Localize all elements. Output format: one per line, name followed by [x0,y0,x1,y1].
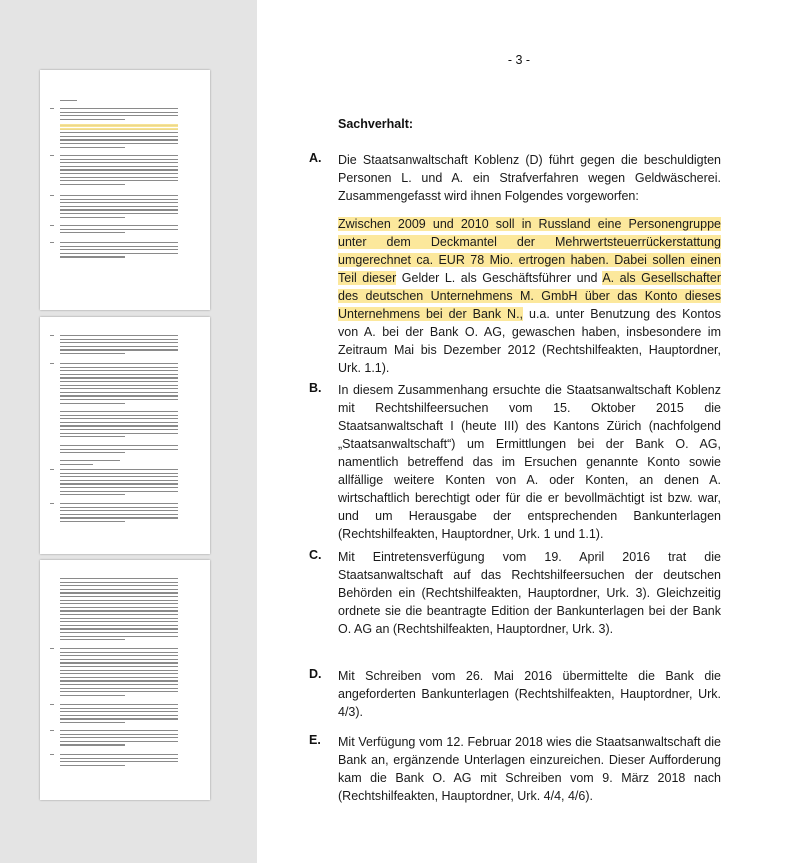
section-text: Mit Eintretensverfügung vom 19. April 2016 trat die Staatsanwaltschaft auf das Rechtshilfeersuchen der deutschen Behörden ein (Rechtshilfeakten, Hauptordner, Urk. 3). Gleichzeitig ordnete sie die beantragte Edition der Bankunterlagen bei der Bank O. AG an (Rechtshilfeakten, Hauptordner, Urk. 3). [338,550,721,636]
thumbnail-text-line [60,655,178,656]
section-text: Die Staatsanwaltschaft Koblenz (D) führt gegen die beschuldigten Personen L. und A. ein Strafverfahren wegen Geldwäscherei. Zusammengefasst wird ihnen Folgendes vorgeworfen: [338,153,721,203]
thumbnail-text-line [60,242,178,243]
thumbnail-text-line [60,452,125,453]
thumbnail-text-line [60,415,178,416]
page-thumbnail-sidebar [0,0,257,863]
thumbnail-text-line [60,670,178,671]
thumbnail-text-line [60,395,178,396]
thumbnail-text-line [60,666,178,667]
thumbnail-text-line [60,684,178,685]
thumbnail-text-line [60,180,178,181]
thumbnail-text-line [60,353,125,354]
thumbnail-text-line [60,688,178,689]
thumbnail-text-line [60,632,178,633]
thumbnail-text-line [60,206,178,207]
document-page [257,0,800,863]
thumbnail-text-line [60,765,125,766]
thumbnail-text-line [60,483,178,484]
thumbnail-text-line [60,607,178,608]
thumbnail-text-line [60,377,178,378]
thumbnail-text-line [60,445,178,446]
page-thumbnail-4[interactable] [40,317,210,554]
thumbnail-text-line [60,136,178,137]
thumbnail-text-line [60,449,178,450]
page-number: - 3 - [507,53,531,67]
thumbnail-text-line [60,249,178,250]
thumbnail-marker [50,704,54,705]
thumbnail-marker [50,225,54,226]
thumbnail-text-line [60,614,178,615]
thumbnail-text-line [60,229,178,230]
thumbnail-highlight [60,124,178,127]
thumbnail-text-line [60,385,178,386]
thumbnail-marker [50,503,54,504]
thumbnail-text-line [60,388,178,389]
thumbnail-text-line [60,480,178,481]
thumbnail-marker [50,335,54,336]
thumbnail-text-line [60,100,77,101]
thumbnail-marker [50,754,54,755]
thumbnail-text-line [60,411,178,412]
section-text: Mit Verfügung vom 12. Februar 2018 wies die Staatsanwaltschaft die Bank an, ergänzende Unterlagen einzureichen. Dieser Aufforderung kam die Bank O. AG mit Schreiben vom 9. März 2018 nach (Rechtshilfeakten, Hauptordner, Urk. 4/4, 4/6). [338,735,721,803]
thumbnail-marker [50,242,54,243]
thumbnail-text-line [60,715,178,716]
thumbnail-text-line [60,143,178,144]
thumbnail-text-line [60,346,178,347]
section-text: In diesem Zusammenhang ersuchte die Staatsanwaltschaft Koblenz mit Rechtshilfeersuchen vom 15. Oktober 2015 die Staatsanwaltschaft I (heute III) des Kantons Zürich (nachfolgend „Staatsanwaltschaft“) um Ermittlungen bei der Bank O. AG, namentlich betreffend das im Ersuchen genannte Konto sowie allfällige weitere Konten von A. oder Konten, an denen A. wirtschaftlich berechtigt oder für die er bevollmächtigt ist bzw. war, und um Herausgabe der entsprechenden Bankunterlagen (Rechtshilfeakten, Hauptordner, Urk. 1 und 1.1). [338,383,721,541]
thumbnail-text-line [60,510,178,511]
thumbnail-text-line [60,491,178,492]
plain-passage: u.a. unter Benutzung des Kontos von A. bei der Bank O. AG, gewaschen haben, insbesondere im Zeitraum Mai bis Dezember 2012 (Rechtshilfeakten, Hauptordner, Urk. 1.1). [338,307,721,375]
thumbnail-text-line [60,517,178,518]
thumbnail-text-line [60,744,125,745]
thumbnail-text-line [60,403,125,404]
thumbnail-text-line [60,184,125,185]
thumbnail-text-line [60,119,125,120]
thumbnail-text-line [60,648,178,649]
thumbnail-text-line [60,673,178,674]
thumbnail-text-line [60,108,178,109]
section-text-highlighted [338,215,721,377]
thumbnail-text-line [60,335,178,336]
thumbnail-text-line [60,695,125,696]
thumbnail-text-line [60,592,178,593]
thumbnail-text-line [60,737,178,738]
section-marker: D. [309,667,322,681]
thumbnail-text-line [60,503,178,504]
thumbnail-text-line [60,639,125,640]
thumbnail-text-line [60,521,125,522]
thumbnail-marker [50,469,54,470]
thumbnail-text-line [60,596,178,597]
thumbnail-text-line [60,177,178,178]
section-heading: Sachverhalt: [338,117,414,131]
thumbnail-text-line [60,708,178,709]
thumbnail-text-line [60,425,178,426]
thumbnail-text-line [60,139,178,140]
thumbnail-text-line [60,339,178,340]
thumbnail-text-line [60,342,178,343]
thumbnail-text-line [60,367,178,368]
thumbnail-text-line [60,392,178,393]
thumbnail-text-line [60,436,125,437]
thumbnail-text-line [60,603,178,604]
thumbnail-text-line [60,202,178,203]
thumbnail-text-line [60,381,178,382]
thumbnail-text-line [60,754,178,755]
section-marker: C. [309,548,322,562]
thumbnail-text-line [60,225,178,226]
thumbnail-text-line [60,585,178,586]
thumbnail-text-line [60,758,178,759]
section-text: Mit Schreiben vom 26. Mai 2016 übermittelte die Bank die angeforderten Bankunterlagen (Rechtshilfeakten, Hauptordner, Urk. 4/3). [338,669,721,719]
thumbnail-marker [50,730,54,731]
thumbnail-marker [50,648,54,649]
thumbnail-text-line [60,628,178,629]
thumbnail-text-line [60,600,178,601]
thumbnail-text-line [60,433,178,434]
thumbnail-highlight [60,128,178,131]
thumbnail-text-line [60,173,178,174]
thumbnail-text-line [60,155,178,156]
thumbnail-text-line [60,374,178,375]
section-marker: B. [309,381,322,395]
thumbnail-text-line [60,115,178,116]
thumbnail-text-line [60,691,178,692]
thumbnail-marker [50,108,54,109]
thumbnail-text-line [60,253,178,254]
thumbnail-text-line [60,677,178,678]
thumbnail-text-line [60,494,125,495]
thumbnail-text-line [60,507,178,508]
thumbnail-text-line [60,680,178,681]
thumbnail-text-line [60,370,178,371]
thumbnail-text-line [60,169,178,170]
thumbnail-text-line [60,147,125,148]
thumbnail-text-line [60,761,178,762]
section-marker: E. [309,733,321,747]
thumbnail-text-line [60,199,178,200]
thumbnail-text-line [60,711,178,712]
thumbnail-text-line [60,476,178,477]
thumbnail-text-line [60,578,178,579]
thumbnail-text-line [60,429,178,430]
thumbnail-text-line [60,636,178,637]
thumbnail-text-line [60,469,178,470]
thumbnail-text-line [60,662,178,663]
thumbnail-text-line [60,363,178,364]
thumbnail-marker [50,363,54,364]
thumbnail-text-line [60,132,178,133]
highlighted-passage: Zwischen 2009 und 2010 soll in Russland eine Personengruppe unter dem Deckmantel der Mehrwertsteuerrückerstattung umgerechnet ca. EUR 78 Mio. ertrogen haben. Dabei sollen einen Teil dieser [338,217,721,285]
thumbnail-text-line [60,166,178,167]
thumbnail-text-line [60,232,125,233]
plain-passage: Gelder L. als Geschäftsführer und [396,271,603,285]
thumbnail-text-line [60,704,178,705]
thumbnail-text-line [60,349,178,350]
thumbnail-text-line [60,618,178,619]
thumbnail-marker [50,195,54,196]
thumbnail-text-line [60,734,178,735]
thumbnail-text-line [60,464,93,465]
thumbnail-text-line [60,162,178,163]
highlighted-passage: A. als Gesellschafter des deutschen Unternehmens M. GmbH über das Konto dieses Unternehmens bei der Bank N., [338,271,721,321]
thumbnail-text-line [60,621,178,622]
thumbnail-text-line [60,399,178,400]
thumbnail-text-line [60,610,178,611]
page-thumbnail-3[interactable] [40,70,210,310]
thumbnail-text-line [60,659,178,660]
thumbnail-text-line [60,246,178,247]
thumbnail-text-line [60,582,178,583]
thumbnail-text-line [60,217,125,218]
thumbnail-text-line [60,159,178,160]
thumbnail-text-line [60,418,178,419]
section-marker: A. [309,151,322,165]
thumbnail-text-line [60,722,125,723]
thumbnail-text-line [60,514,178,515]
thumbnail-text-line [60,487,178,488]
thumbnail-text-line [60,460,120,461]
page-thumbnail-5[interactable] [40,560,210,800]
thumbnail-text-line [60,256,125,257]
thumbnail-text-line [60,625,178,626]
thumbnail-text-line [60,730,178,731]
thumbnail-text-line [60,209,178,210]
thumbnail-text-line [60,718,178,719]
thumbnail-text-line [60,422,178,423]
thumbnail-text-line [60,473,178,474]
thumbnail-text-line [60,652,178,653]
thumbnail-text-line [60,213,178,214]
thumbnail-marker [50,155,54,156]
thumbnail-text-line [60,741,178,742]
thumbnail-text-line [60,195,178,196]
thumbnail-text-line [60,112,178,113]
thumbnail-text-line [60,589,178,590]
